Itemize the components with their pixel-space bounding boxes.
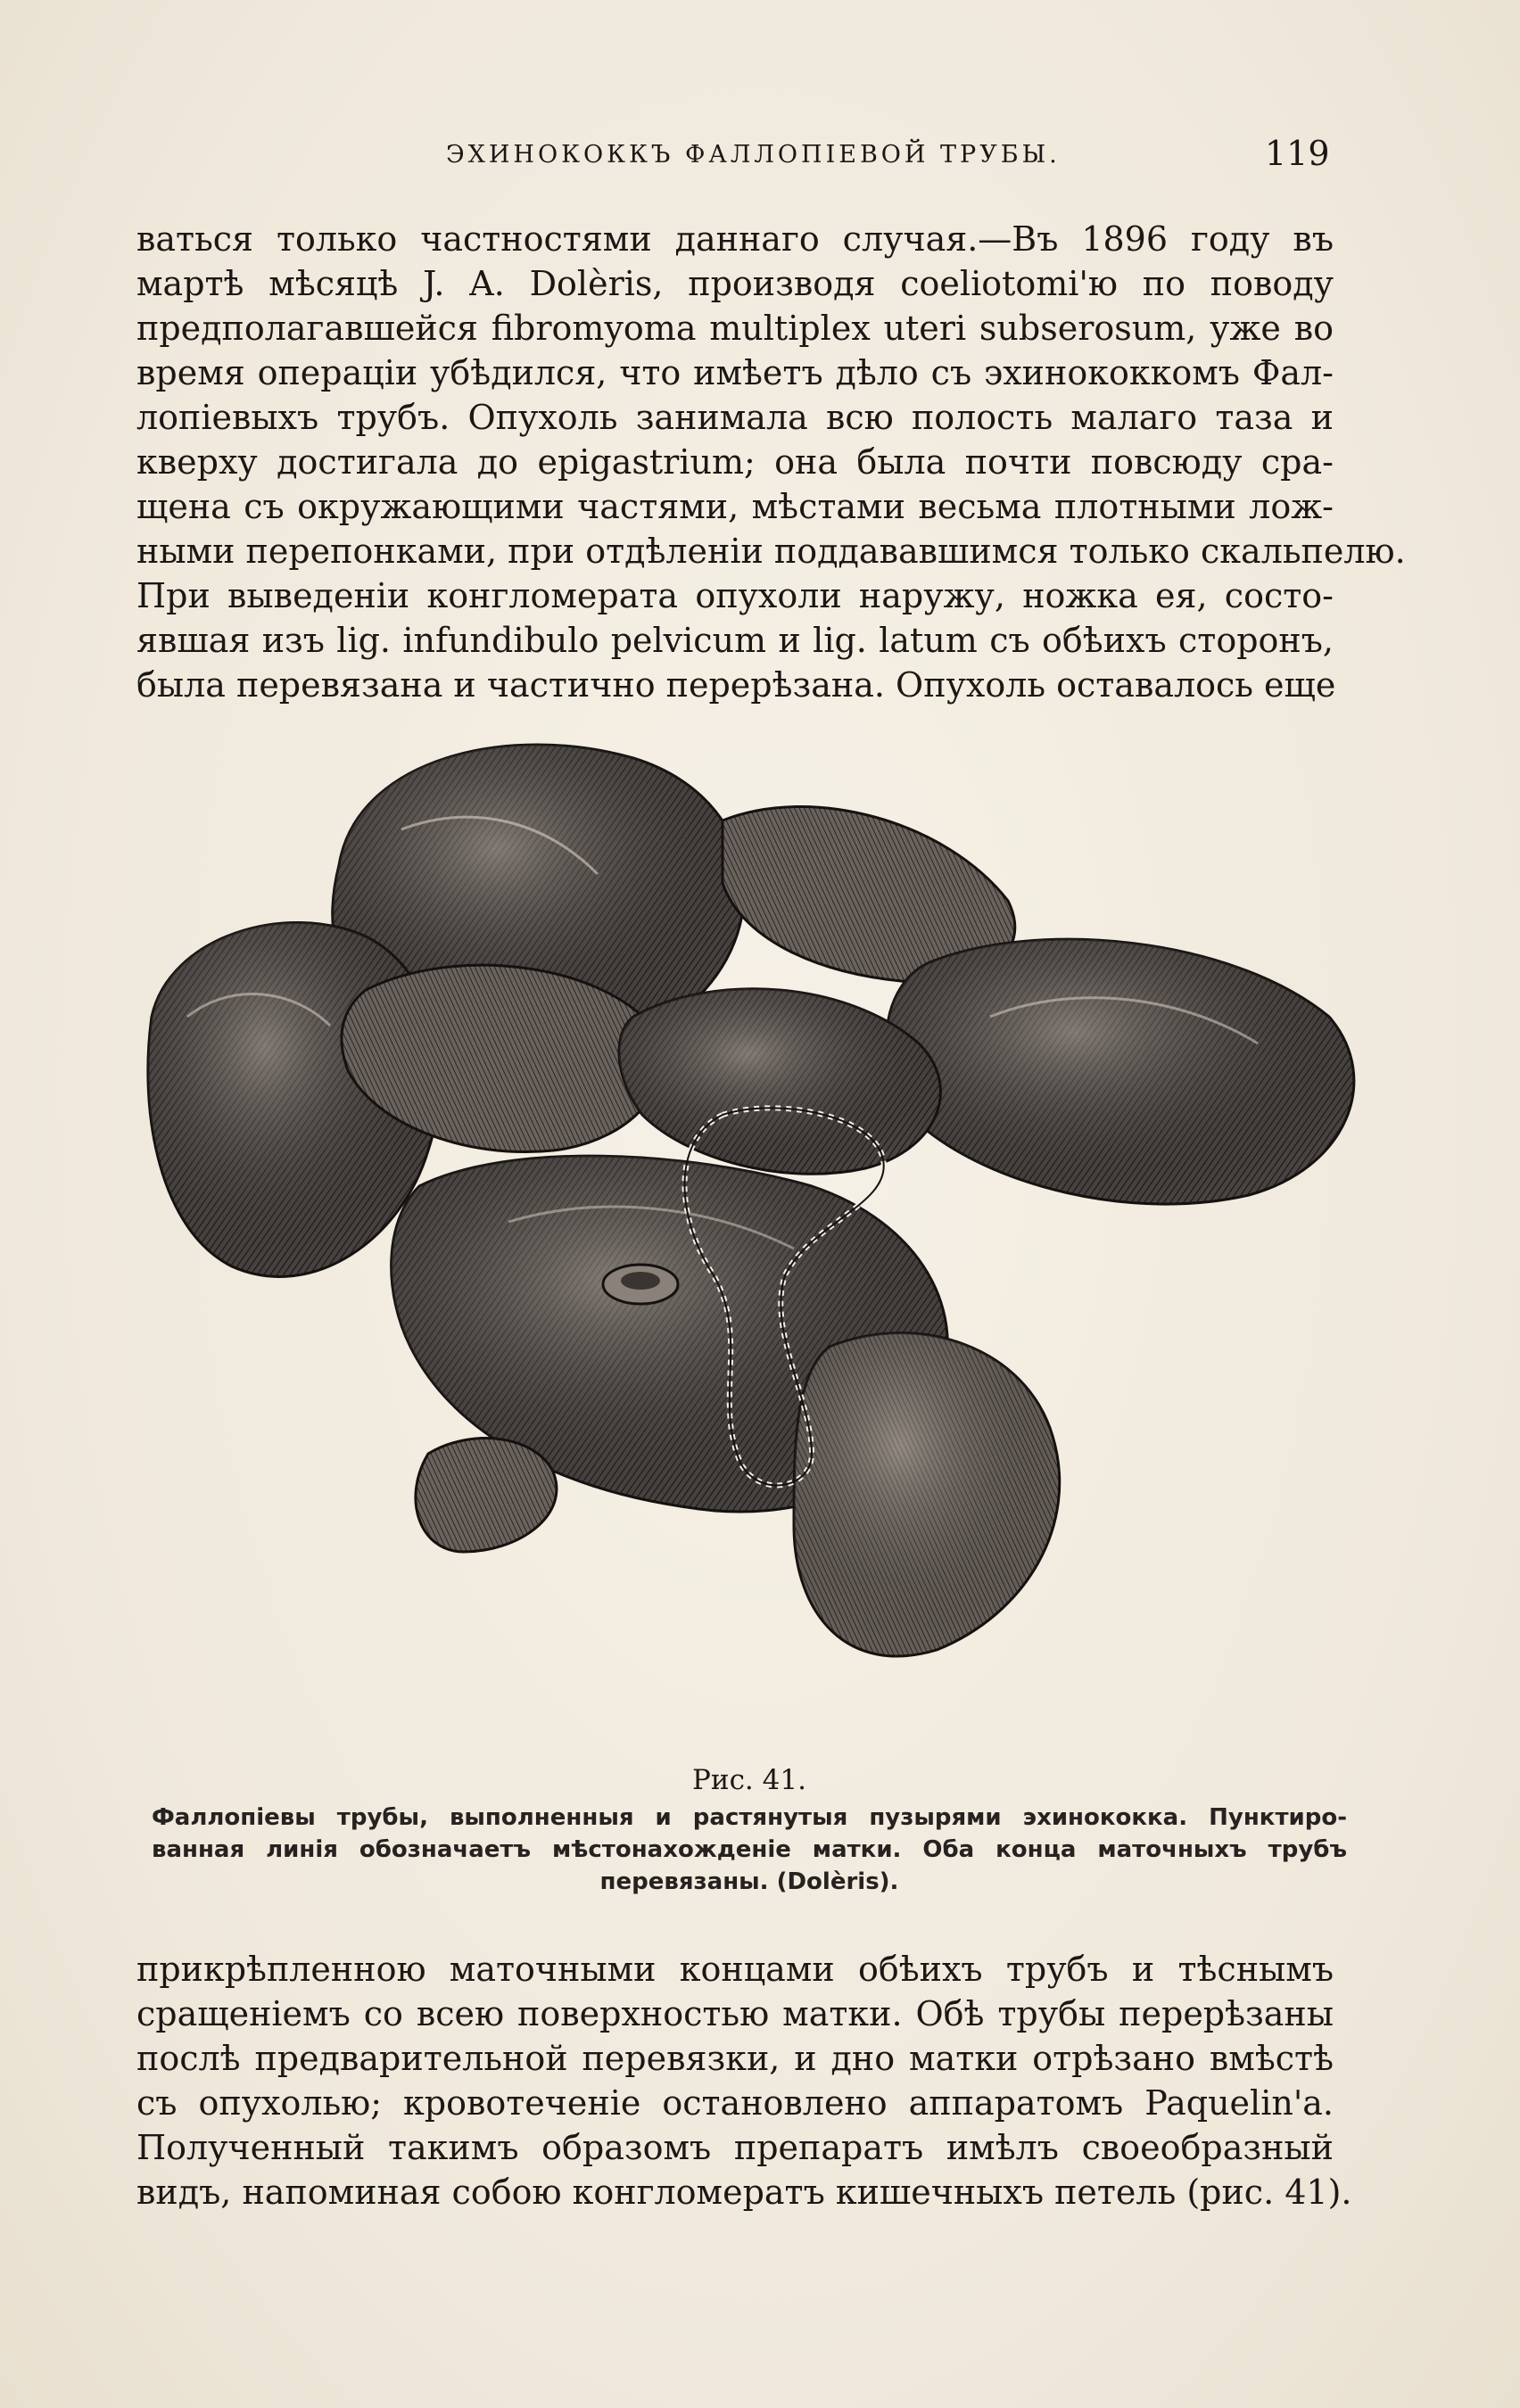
text-line: послѣ предварительной перевязки, и дно матки отрѣзано вмѣстѣ bbox=[136, 2039, 1334, 2078]
text-line: мартѣ мѣсяцѣ J. A. Dolèris, производя coeliotomi'ю по поводу bbox=[136, 264, 1334, 303]
paragraph-top bbox=[136, 217, 1406, 707]
text-line: лопіевыхъ трубъ. Опухоль занимала всю полость малаго таза и bbox=[136, 398, 1334, 437]
text-line: ными перепонками, при отдѣленіи поддававшимся только скальпелю. bbox=[136, 532, 1406, 571]
caption-line: ванная линія обозначаетъ мѣстонахожденіе матки. Оба конца маточныхъ трубъ bbox=[152, 1836, 1347, 1863]
figure-label: Рис. 41. bbox=[692, 1764, 806, 1796]
running-head bbox=[0, 134, 1520, 184]
text-line: прикрѣпленною маточными концами обѣихъ трубъ и тѣснымъ bbox=[136, 1950, 1334, 1989]
paragraph-bottom bbox=[136, 1947, 1352, 2214]
caption-line: перевязаны. (Dolèris). bbox=[599, 1868, 899, 1895]
text-line: кверху достигала до epigastrium; она была почти повсюду сра- bbox=[136, 442, 1334, 482]
text-line: время операціи убѣдился, что имѣетъ дѣло съ эхинококкомъ Фал- bbox=[136, 353, 1334, 392]
echinococcus-specimen-illustration bbox=[134, 722, 1374, 1748]
text-line: ваться только частностями даннаго случая.—Въ 1896 году въ bbox=[136, 219, 1334, 259]
text-line: предполагавшейся fibromyoma multiplex uteri subserosum, уже во bbox=[136, 309, 1334, 348]
text-line: сращеніемъ со всею поверхностью матки. Обѣ трубы перерѣзаны bbox=[136, 1994, 1334, 2033]
caption-line: Фаллопіевы трубы, выполненныя и растянутыя пузырями эхинококка. Пунктиро- bbox=[152, 1804, 1347, 1831]
text-line: При выведеніи конгломерата опухоли наружу, ножка ея, состо- bbox=[136, 576, 1334, 615]
text-line: щена съ окружающими частями, мѣстами весьма плотными лож- bbox=[136, 487, 1334, 526]
running-title: ЭХИНОКОККЪ ФАЛЛОПІЕВОЙ ТРУБЫ. bbox=[446, 141, 1061, 169]
figure-caption bbox=[152, 1762, 1347, 1898]
text-line: съ опухолью; кровотеченіе остановлено аппаратомъ Paquelin'a. bbox=[136, 2083, 1334, 2123]
text-line: Полученный такимъ образомъ препаратъ имѣлъ своеобразный bbox=[136, 2128, 1334, 2167]
figure-41-engraving bbox=[134, 722, 1374, 1748]
text-line: была перевязана и частично перерѣзана. Опухоль оставалось еще bbox=[136, 665, 1336, 705]
page-number: 119 bbox=[1265, 134, 1330, 173]
text-line: явшая изъ lig. infundibulo pelvicum и lig. latum съ обѣихъ сторонъ, bbox=[136, 621, 1334, 660]
text-line: видъ, напоминая собою конгломератъ кишечныхъ петель (рис. 41). bbox=[136, 2173, 1352, 2212]
